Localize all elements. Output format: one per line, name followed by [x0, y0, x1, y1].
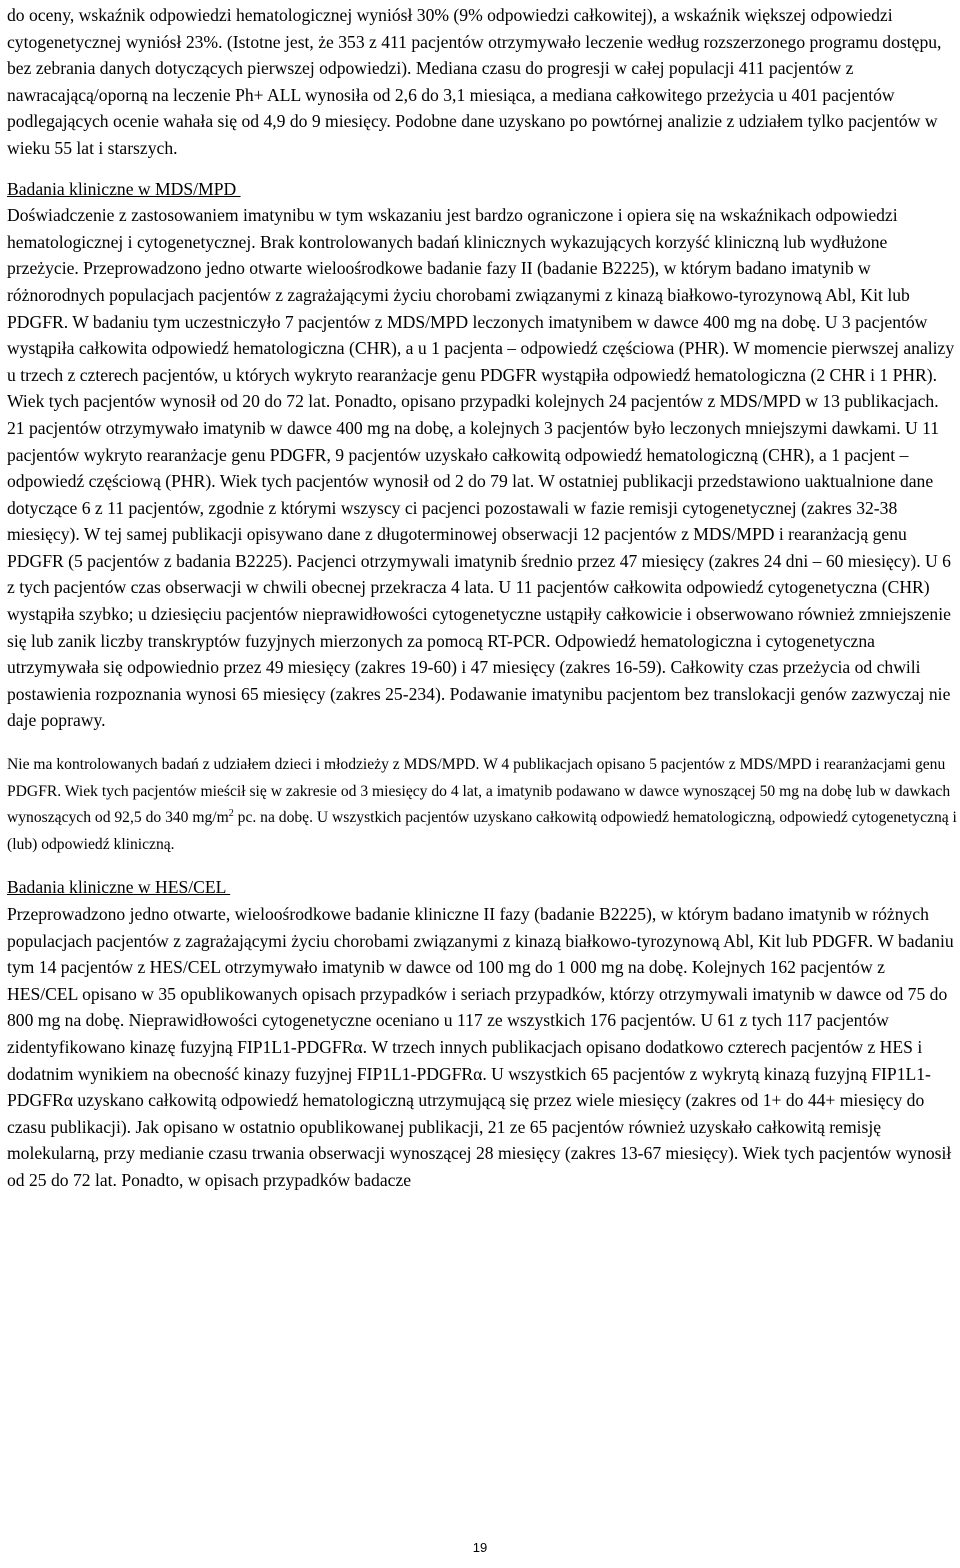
- section-heading-mds: Badania kliniczne w MDS/MPD: [7, 178, 241, 199]
- superscript-2: 2: [228, 808, 234, 820]
- hes-paragraph: Przeprowadzono jedno otwarte, wieloośrodkowe badanie kliniczne II fazy (badanie B2225), w którym badano imatynib w różnych populacjach pacjentów z zagrażającymi życiu chorobami związanymi z kinazą białkowo-tyrozynową Abl, Kit lub PDGFR. W badaniu tym 14 pacjentów z HES/CEL otrzymywało imatynib w dawce od 100 mg do 1 000 mg na dobę. Kolejnych 162 pacjentów z HES/CEL opisano w 35 opublikowanych opisach przypadków i seriach przypadków, którzy otrzymywali imatynib w dawce od 75 do 800 mg na dobę. Nieprawidłowości cytogenetyczne oceniano u 117 ze wszystkich 176 pacjentów. U 61 z tych 117 pacjentów zidentyfikowano kinazę fuzyjną FIP1L1-PDGFRα. W trzech innych publikacjach opisano dodatkowo czterech pacjentów z HES i dodatnim wynikiem na obecność kinazy fuzyjnej FIP1L1-PDGFRα. U wszystkich 65 pacjentów z wykrytą kinazą fuzyjną FIP1L1-PDGFRα uzyskano całkowitą odpowiedź hematologiczną utrzymującą się przez wiele miesięcy (zakres od 1+ do 44+ miesięcy do czasu publikacji). Jak opisano w ostatnio opublikowanej publikacji, 21 ze 65 pacjentów również uzyskało całkowitą remisję molekularną, przy medianie czasu trwania obserwacji wynoszącej 28 miesięcy (zakres 13-67 miesięcy). Wiek tych pacjentów wynosił od 25 do 72 lat. Ponadto, w opisach przypadków badacze: [7, 904, 954, 1190]
- children-paragraph: [7, 752, 957, 858]
- mds-paragraph: Doświadczenie z zastosowaniem imatynibu w tym wskazaniu jest bardzo ograniczone i opiera się na wskaźnikach odpowiedzi hematologicznej i cytogenetycznej. Brak kontrolowanych badań klinicznych wykazujących korzyść kliniczną lub wydłużone przeżycie. Przeprowadzono jedno otwarte wieloośrodkowe badanie fazy II (badanie B2225), w którym badano imatynib w różnorodnych populacjach pacjentów z zagrażającymi życiu chorobami związanymi z kinazą białkowo-tyrozynową Abl, Kit lub PDGFR. W badaniu tym uczestniczyło 7 pacjentów z MDS/MPD leczonych imatynibem w dawce 400 mg na dobę. U 3 pacjentów wystąpiła całkowita odpowiedź hematologiczna (CHR), a u 1 pacjenta – odpowiedź częściowa (PHR). W momencie pierwszej analizy u trzech z czterech pacjentów, u których wykryto rearanżacje genu PDGFR wystąpiła odpowiedź hematologiczna (2 CHR i 1 PHR). Wiek tych pacjentów wynosił od 20 do 72 lat. Ponadto, opisano przypadki kolejnych 24 pacjentów z MDS/MPD w 13 publikacjach. 21 pacjentów otrzymywało imatynib w dawce 400 mg na dobę, a kolejnych 3 pacjentów było leczonych mniejszymi dawkami. U 11 pacjentów wykryto rearanżacje genu PDGFR, 9 pacjentów uzyskało całkowitą odpowiedź hematologiczną (CHR), a 1 pacjent – odpowiedź częściową (PHR). Wiek tych pacjentów wynosił od 2 do 79 lat. W ostatniej publikacji przedstawiono uaktualnione dane dotyczące 6 z 11 pacjentów, zgodnie z którymi wszyscy ci pacjenci pozostawali w fazie remisji cytogenetycznej (zakres 32-38 miesięcy). W tej samej publikacji opisywano dane z długoterminowej obserwacji 12 pacjentów z MDS/MPD i rearanżacją genu PDGFR (5 pacjentów z badania B2225). Pacjenci otrzymywali imatynib średnio przez 47 miesięcy (zakres 24 dni – 60 miesięcy). U 6 z tych pacjentów czas obserwacji w chwili obecnej przekracza 4 lata. U 11 pacjentów całkowita odpowiedź cytogenetyczna (CHR) wystąpiła szybko; u dziesięciu pacjentów nieprawidłowości cytogenetyczne ustąpiły całkowicie i obserwowano również zmniejszenie się lub zanik liczby transkryptów fuzyjnych mierzonych za pomocą RT-PCR. Odpowiedź hematologiczna i cytogenetyczna utrzymywała się odpowiednio przez 49 miesięcy (zakres 19-60) i 47 miesięcy (zakres 16-59). Całkowity czas przeżycia od chwili postawienia rozpoznania wynosi 65 miesięcy (zakres 25-234). Podawanie imatynibu pacjentom bez translokacji genów zazwyczaj nie daje poprawy.: [7, 205, 955, 731]
- children-text-after: pc. na dobę. U wszystkich pacjentów uzyskano całkowitą odpowiedź hematologiczną, odpowiedź cytogenetyczną i (lub) odpowiedź kliniczną.: [7, 809, 957, 853]
- intro-paragraph: do oceny, wskaźnik odpowiedzi hematologicznej wyniósł 30% (9% odpowiedzi całkowitej), a wskaźnik większej odpowiedzi cytogenetycznej wyniósł 23%. (Istotne jest, że 353 z 411 pacjentów otrzymywało leczenie według rozszerzonego programu dostępu, bez zebrania danych dotyczących pierwszej odpowiedzi). Mediana czasu do progresji w całej populacji 411 pacjentów z nawracającą/oporną na leczenie Ph+ ALL wynosiła od 2,6 do 3,1 miesiąca, a mediana całkowitego przeżycia u 401 pacjentów podlegających ocenie wahała się od 4,9 do 9 miesięcy. Podobne dane uzyskano po powtórnej analizie z udziałem tylko pacjentów w wieku 55 lat i starszych.: [7, 5, 942, 158]
- section-heading-hes: Badania kliniczne w HES/CEL: [7, 877, 231, 898]
- children-text-before: Nie ma kontrolowanych badań z udziałem dzieci i młodzieży z MDS/MPD. W 4 publikacjach opisano 5 pacjentów z MDS/MPD i rearanżacjami genu PDGFR. Wiek tych pacjentów mieścił się w zakresie od 3 miesięcy do 4 lat, a imatynib podawano w dawce wynoszącej 50 mg na dobę lub w dawkach wynoszących od 92,5 do 340 mg/m: [7, 756, 951, 827]
- document-page: [7, 2, 957, 1194]
- spacer: [7, 734, 957, 752]
- page-number: 19: [472, 1540, 488, 1555]
- spacer: [7, 858, 957, 874]
- spacer: [7, 162, 957, 176]
